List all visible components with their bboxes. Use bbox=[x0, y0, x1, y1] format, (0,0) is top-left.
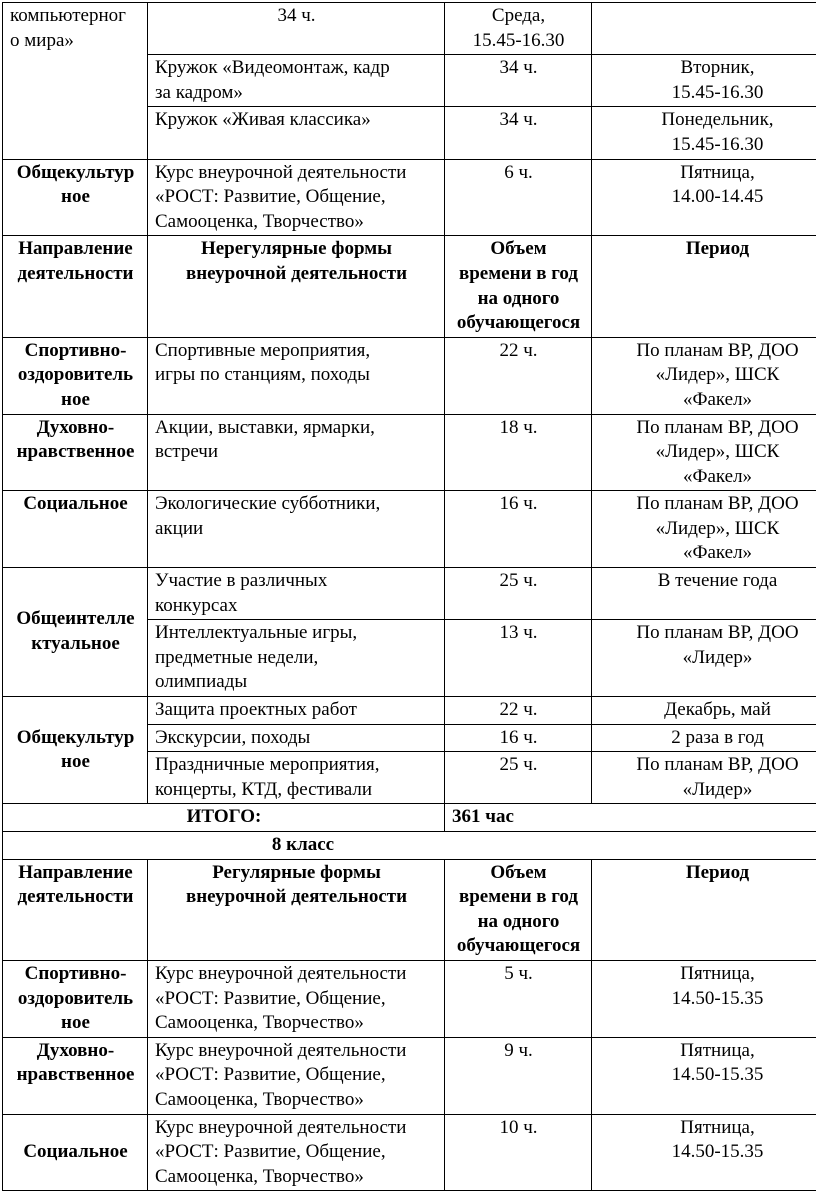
header-direction bbox=[3, 236, 148, 337]
direction-cell bbox=[3, 697, 148, 804]
header-period bbox=[592, 236, 816, 337]
form-cell bbox=[148, 960, 445, 1037]
cell-line: 22 ч. bbox=[452, 698, 585, 723]
cell-line: «Лидер», ШСК bbox=[599, 517, 816, 542]
cell-line: По планам ВР, ДОО bbox=[599, 492, 816, 517]
cell-line: оздоровитель bbox=[10, 363, 141, 388]
cell-line: По планам ВР, ДОО bbox=[599, 339, 816, 364]
cell-line: «Лидер» bbox=[599, 646, 816, 671]
cell-line: Нерегулярные формы bbox=[155, 237, 438, 262]
cell-line: встречи bbox=[155, 440, 438, 465]
volume-cell bbox=[445, 752, 592, 804]
cell-line: концерты, КТД, фестивали bbox=[155, 778, 438, 803]
cell-line: олимпиады bbox=[155, 670, 438, 695]
grade-title bbox=[3, 832, 816, 860]
extracurricular-table bbox=[2, 2, 816, 1191]
volume-cell bbox=[445, 55, 592, 107]
cell-line: Курс внеурочной деятельности bbox=[155, 161, 438, 186]
cell-line: ктуальное bbox=[10, 632, 141, 657]
cell-line: «Лидер», ШСК bbox=[599, 440, 816, 465]
volume-cell bbox=[445, 414, 592, 491]
cell-line: 15.45-16.30 bbox=[452, 29, 585, 54]
cell-line: 22 ч. bbox=[452, 339, 585, 364]
form-cell bbox=[148, 337, 445, 414]
cell-line: деятельности bbox=[10, 262, 141, 287]
period-cell bbox=[592, 107, 816, 159]
cell-line: 361 час bbox=[452, 805, 816, 830]
form-cell bbox=[148, 491, 445, 568]
period-cell bbox=[592, 697, 816, 725]
cell-line: времени в год bbox=[452, 262, 585, 287]
cell-line: «РОСТ: Развитие, Общение, bbox=[155, 1140, 438, 1165]
form-cell bbox=[148, 1114, 445, 1191]
volume-cell bbox=[445, 568, 592, 620]
cell-line: Общеинтелле bbox=[10, 607, 141, 632]
direction-cell bbox=[3, 159, 148, 236]
cell-line: «Факел» bbox=[599, 388, 816, 413]
cell-line: оздоровитель bbox=[10, 987, 141, 1012]
cell-line: Общекультур bbox=[10, 726, 141, 751]
cell-line: 6 ч. bbox=[452, 161, 585, 186]
direction-cell bbox=[3, 414, 148, 491]
header-volume bbox=[445, 859, 592, 960]
cell-line: деятельности bbox=[10, 885, 141, 910]
volume-cell bbox=[445, 620, 592, 697]
cell-line: о мира» bbox=[10, 29, 141, 54]
form-cell bbox=[148, 55, 445, 107]
period-cell bbox=[592, 724, 816, 752]
period-cell bbox=[592, 960, 816, 1037]
volume-cell bbox=[445, 1114, 592, 1191]
cell-line: «Факел» bbox=[599, 541, 816, 566]
cell-line: на одного bbox=[452, 910, 585, 935]
total-value bbox=[445, 804, 816, 832]
volume-cell bbox=[445, 337, 592, 414]
cell-line: 14.00-14.45 bbox=[599, 185, 816, 210]
period-cell bbox=[592, 620, 816, 697]
period-cell bbox=[592, 752, 816, 804]
table-header-row bbox=[3, 236, 816, 337]
period-cell bbox=[592, 337, 816, 414]
cell-line: нравственное bbox=[10, 1063, 141, 1088]
form-cell bbox=[148, 752, 445, 804]
cell-line: 16 ч. bbox=[452, 726, 585, 751]
volume-cell bbox=[445, 159, 592, 236]
cell-line: 25 ч. bbox=[452, 569, 585, 594]
cell-line: Защита проектных работ bbox=[155, 698, 438, 723]
period-cell bbox=[592, 55, 816, 107]
form-cell bbox=[148, 568, 445, 620]
cell-line: Декабрь, май bbox=[599, 698, 816, 723]
form-cell bbox=[148, 1037, 445, 1114]
cell-line: 14.50-15.35 bbox=[599, 1063, 816, 1088]
table-row bbox=[3, 3, 816, 55]
volume-cell bbox=[148, 3, 445, 55]
cell-line: внеурочной деятельности bbox=[155, 262, 438, 287]
header-volume bbox=[445, 236, 592, 337]
cell-line: конкурсах bbox=[155, 594, 438, 619]
cell-line: Самооценка, Творчество» bbox=[155, 1011, 438, 1036]
direction-cell bbox=[3, 3, 148, 160]
cell-line: Период bbox=[599, 237, 816, 262]
cell-line: «Факел» bbox=[599, 465, 816, 490]
cell-line: 8 класс bbox=[10, 833, 816, 858]
total-label bbox=[3, 804, 445, 832]
cell-line: 18 ч. bbox=[452, 416, 585, 441]
cell-line: Экскурсии, походы bbox=[155, 726, 438, 751]
cell-line: Самооценка, Творчество» bbox=[155, 1088, 438, 1113]
cell-line: 16 ч. bbox=[452, 492, 585, 517]
cell-line: Духовно- bbox=[10, 1039, 141, 1064]
cell-line: ное bbox=[10, 185, 141, 210]
direction-cell bbox=[3, 1037, 148, 1114]
cell-line: игры по станциям, походы bbox=[155, 363, 438, 388]
cell-line: По планам ВР, ДОО bbox=[599, 416, 816, 441]
table-header-row bbox=[3, 859, 816, 960]
cell-line: Курс внеурочной деятельности bbox=[155, 1039, 438, 1064]
table-row bbox=[3, 414, 816, 491]
cell-line: Самооценка, Творчество» bbox=[155, 210, 438, 235]
cell-line: компьютерног bbox=[10, 4, 141, 29]
cell-line: 14.50-15.35 bbox=[599, 1140, 816, 1165]
cell-line: Объем bbox=[452, 237, 585, 262]
form-cell bbox=[148, 414, 445, 491]
cell-line: Направление bbox=[10, 861, 141, 886]
total-row bbox=[3, 804, 816, 832]
cell-line: 15.45-16.30 bbox=[599, 133, 816, 158]
cell-line: Спортивно- bbox=[10, 962, 141, 987]
cell-line: 34 ч. bbox=[155, 4, 438, 29]
cell-line: 13 ч. bbox=[452, 621, 585, 646]
cell-line: По планам ВР, ДОО bbox=[599, 621, 816, 646]
table-row bbox=[3, 960, 816, 1037]
period-cell bbox=[592, 568, 816, 620]
cell-line: Пятница, bbox=[599, 161, 816, 186]
volume-cell bbox=[445, 491, 592, 568]
cell-line: ное bbox=[10, 750, 141, 775]
cell-line: Социальное bbox=[10, 1140, 141, 1165]
cell-line: 25 ч. bbox=[452, 753, 585, 778]
direction-cell bbox=[3, 1114, 148, 1191]
header-direction bbox=[3, 859, 148, 960]
cell-line: В течение года bbox=[599, 569, 816, 594]
cell-line: Направление bbox=[10, 237, 141, 262]
cell-line: 14.50-15.35 bbox=[599, 987, 816, 1012]
cell-line: ное bbox=[10, 1011, 141, 1036]
header-forms bbox=[148, 236, 445, 337]
cell-line: Духовно- bbox=[10, 416, 141, 441]
cell-line: 10 ч. bbox=[452, 1116, 585, 1141]
cell-line: 2 раза в год bbox=[599, 726, 816, 751]
cell-line: Общекультур bbox=[10, 161, 141, 186]
form-cell bbox=[148, 724, 445, 752]
cell-line: Социальное bbox=[10, 492, 141, 517]
cell-line: Объем bbox=[452, 861, 585, 886]
cell-line: нравственное bbox=[10, 440, 141, 465]
cell-line: Кружок «Живая классика» bbox=[155, 108, 438, 133]
form-cell bbox=[148, 697, 445, 725]
period-cell bbox=[592, 491, 816, 568]
cell-line: Пятница, bbox=[599, 1039, 816, 1064]
cell-line: за кадром» bbox=[155, 81, 438, 106]
cell-line: акции bbox=[155, 517, 438, 542]
cell-line: «Лидер», ШСК bbox=[599, 363, 816, 388]
cell-line: 9 ч. bbox=[452, 1039, 585, 1064]
table-row bbox=[3, 1037, 816, 1114]
table-row bbox=[3, 697, 816, 725]
cell-line: 34 ч. bbox=[452, 56, 585, 81]
cell-line: внеурочной деятельности bbox=[155, 885, 438, 910]
cell-line: Среда, bbox=[452, 4, 585, 29]
cell-line: Пятница, bbox=[599, 962, 816, 987]
direction-cell bbox=[3, 337, 148, 414]
cell-line: Экологические субботники, bbox=[155, 492, 438, 517]
cell-line: Праздничные мероприятия, bbox=[155, 753, 438, 778]
cell-line: ное bbox=[10, 388, 141, 413]
cell-line: Курс внеурочной деятельности bbox=[155, 962, 438, 987]
cell-line: Курс внеурочной деятельности bbox=[155, 1116, 438, 1141]
cell-line: Акции, выставки, ярмарки, bbox=[155, 416, 438, 441]
cell-line: на одного bbox=[452, 287, 585, 312]
cell-line: 34 ч. bbox=[452, 108, 585, 133]
cell-line: 5 ч. bbox=[452, 962, 585, 987]
period-cell bbox=[592, 414, 816, 491]
direction-cell bbox=[3, 568, 148, 697]
grade-row bbox=[3, 832, 816, 860]
empty-cell bbox=[592, 3, 816, 55]
direction-cell bbox=[3, 491, 148, 568]
cell-line: «Лидер» bbox=[599, 778, 816, 803]
cell-line: времени в год bbox=[452, 885, 585, 910]
table-row bbox=[3, 337, 816, 414]
volume-cell bbox=[445, 960, 592, 1037]
direction-cell bbox=[3, 960, 148, 1037]
table-row bbox=[3, 1114, 816, 1191]
volume-cell bbox=[445, 107, 592, 159]
cell-line: «РОСТ: Развитие, Общение, bbox=[155, 987, 438, 1012]
volume-cell bbox=[445, 724, 592, 752]
form-cell bbox=[148, 620, 445, 697]
header-period bbox=[592, 859, 816, 960]
cell-line: Интеллектуальные игры, bbox=[155, 621, 438, 646]
period-cell bbox=[592, 1037, 816, 1114]
cell-line: ИТОГО: bbox=[10, 805, 438, 830]
cell-line: Кружок «Видеомонтаж, кадр bbox=[155, 56, 438, 81]
cell-line: Участие в различных bbox=[155, 569, 438, 594]
form-cell bbox=[148, 107, 445, 159]
cell-line: Регулярные формы bbox=[155, 861, 438, 886]
cell-line: предметные недели, bbox=[155, 646, 438, 671]
cell-line: Период bbox=[599, 861, 816, 886]
table-row bbox=[3, 568, 816, 620]
table-row bbox=[3, 491, 816, 568]
cell-line: Понедельник, bbox=[599, 108, 816, 133]
volume-cell bbox=[445, 697, 592, 725]
table-row bbox=[3, 159, 816, 236]
cell-line: обучающегося bbox=[452, 311, 585, 336]
cell-line: «РОСТ: Развитие, Общение, bbox=[155, 185, 438, 210]
volume-cell bbox=[445, 1037, 592, 1114]
cell-line: Спортивные мероприятия, bbox=[155, 339, 438, 364]
cell-line: Самооценка, Творчество» bbox=[155, 1165, 438, 1190]
cell-line: По планам ВР, ДОО bbox=[599, 753, 816, 778]
cell-line: Вторник, bbox=[599, 56, 816, 81]
cell-line: Пятница, bbox=[599, 1116, 816, 1141]
period-cell bbox=[592, 1114, 816, 1191]
cell-line: 15.45-16.30 bbox=[599, 81, 816, 106]
header-forms bbox=[148, 859, 445, 960]
period-cell bbox=[592, 159, 816, 236]
cell-line: «РОСТ: Развитие, Общение, bbox=[155, 1063, 438, 1088]
cell-line: обучающегося bbox=[452, 934, 585, 959]
cell-line: Спортивно- bbox=[10, 339, 141, 364]
form-cell bbox=[148, 159, 445, 236]
period-cell bbox=[445, 3, 592, 55]
